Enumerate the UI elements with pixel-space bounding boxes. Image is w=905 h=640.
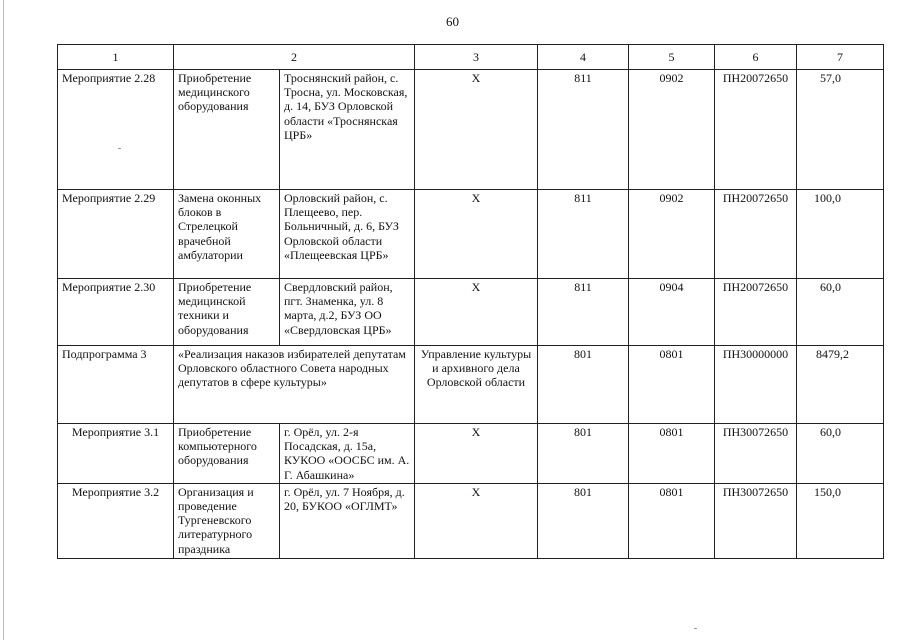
code2-cell: 0801 [629, 483, 715, 558]
measure-cell: Мероприятие 2.29 [58, 190, 174, 279]
executor-cell: Х [415, 424, 538, 484]
code3-cell: ПН20072650 [715, 279, 797, 346]
location-cell: Орловский район, с. Плещеево, пер. Больничный, д. 6, БУЗ Орловской области «Плещеевская ЦРБ» [280, 190, 415, 279]
location-cell: г. Орёл, ул. 2-я Посадская, д. 15а, КУКОО «ООСБС им. А. Г. Абашкина» [280, 424, 415, 484]
table-row [58, 346, 884, 424]
code2-cell: 0904 [629, 279, 715, 346]
code3-cell: ПН30000000 [715, 346, 797, 424]
measure-cell: Мероприятие 2.28 [58, 70, 174, 190]
table-row [58, 70, 884, 190]
scan-edge-line [3, 0, 4, 640]
code2-cell: 0902 [629, 70, 715, 190]
location-cell: Свердловский район, пгт. Знаменка, ул. 8 марта, д.2, БУЗ ОО «Свердловская ЦРБ» [280, 279, 415, 346]
scan-speck [694, 628, 697, 629]
code3-cell: ПН20072650 [715, 70, 797, 190]
executor-cell: Х [415, 483, 538, 558]
table-row [58, 190, 884, 279]
scan-speck [118, 148, 121, 149]
table-row [58, 483, 884, 558]
code2-cell: 0801 [629, 424, 715, 484]
measure-cell: Мероприятие 2.30 [58, 279, 174, 346]
code1-cell: 801 [538, 483, 629, 558]
name-cell: Организация и проведение Тургеневского литературного праздника [174, 483, 280, 558]
subprogram-title-cell: «Реализация наказов избирателей депутатам Орловского областного Совета народных депутатов в сфере культуры» [174, 346, 415, 424]
code1-cell: 811 [538, 190, 629, 279]
header-cell: 5 [629, 45, 715, 70]
header-cell: 3 [415, 45, 538, 70]
header-row [58, 45, 884, 70]
amount-cell: 150,0 [797, 483, 884, 558]
code3-cell: ПН20072650 [715, 190, 797, 279]
measure-cell: Подпрограмма 3 [58, 346, 174, 424]
amount-cell: 60,0 [797, 279, 884, 346]
budget-table [57, 44, 884, 559]
header-cell: 7 [797, 45, 884, 70]
amount-cell: 100,0 [797, 190, 884, 279]
code1-cell: 811 [538, 70, 629, 190]
amount-cell: 8479,2 [797, 346, 884, 424]
name-cell: Приобретение медицинской техники и оборудования [174, 279, 280, 346]
location-cell: г. Орёл, ул. 7 Ноября, д. 20, БУКОО «ОГЛМТ» [280, 483, 415, 558]
name-cell: Замена оконных блоков в Стрелецкой врачебной амбулатории [174, 190, 280, 279]
code2-cell: 0801 [629, 346, 715, 424]
executor-cell: Управление культуры и архивного дела Орловской области [415, 346, 538, 424]
amount-cell: 57,0 [797, 70, 884, 190]
measure-cell: Мероприятие 3.1 [58, 424, 174, 484]
name-cell: Приобретение медицинского оборудования [174, 70, 280, 190]
executor-cell: Х [415, 70, 538, 190]
header-cell: 6 [715, 45, 797, 70]
page-number: 60 [446, 14, 459, 29]
code1-cell: 801 [538, 346, 629, 424]
executor-cell: Х [415, 190, 538, 279]
table-row [58, 424, 884, 484]
header-cell: 4 [538, 45, 629, 70]
code2-cell: 0902 [629, 190, 715, 279]
measure-cell: Мероприятие 3.2 [58, 483, 174, 558]
code1-cell: 811 [538, 279, 629, 346]
code1-cell: 801 [538, 424, 629, 484]
amount-cell: 60,0 [797, 424, 884, 484]
code3-cell: ПН30072650 [715, 483, 797, 558]
code3-cell: ПН30072650 [715, 424, 797, 484]
executor-cell: Х [415, 279, 538, 346]
header-cell: 1 [58, 45, 174, 70]
table-row [58, 279, 884, 346]
name-cell: Приобретение компьютерного оборудования [174, 424, 280, 484]
header-cell: 2 [174, 45, 415, 70]
location-cell: Троснянский район, с. Тросна, ул. Московская, д. 14, БУЗ Орловской области «Троснянская ЦРБ» [280, 70, 415, 190]
